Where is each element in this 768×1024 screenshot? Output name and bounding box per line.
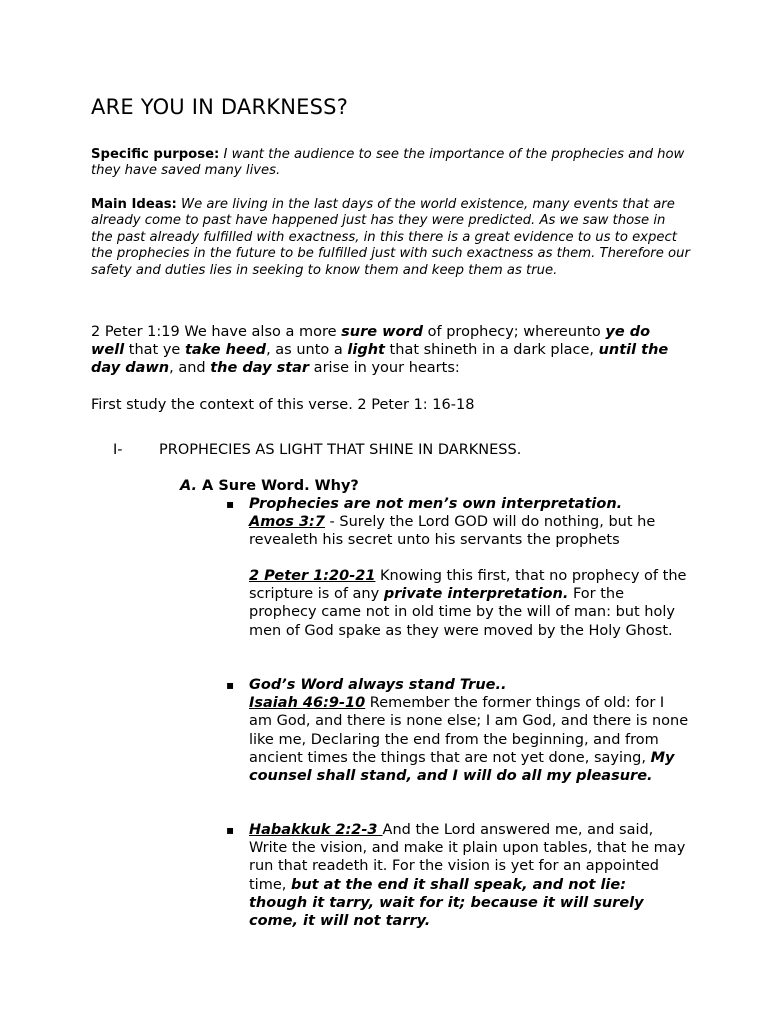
subsection-letter: A.: [180, 478, 197, 494]
verse-emphasis: the day star: [210, 360, 310, 377]
bullet-marker: ▪: [226, 823, 235, 837]
verse-text: arise in your hearts:: [309, 360, 460, 377]
subsection-title: A Sure Word. Why?: [197, 478, 359, 494]
scripture-text: Remember the former things of old: for I am God, and there is none else; I am God, and there is none like me, Declaring the end from the beginning, and from ancient times the things that are not yet done, saying,: [249, 695, 689, 766]
subsection-heading: [180, 477, 359, 495]
bullet-heading-text: Prophecies are not men’s own interpretation.: [249, 496, 623, 512]
page-title: ARE YOU IN DARKNESS?: [91, 95, 349, 119]
scripture-reference: Habakkuk 2:2-3: [249, 822, 383, 838]
verse-emphasis: ye do well: [91, 324, 651, 359]
section-numeral: I-: [113, 442, 123, 458]
main-ideas-text: We are living in the last days of the world existence, many events that are already come to past have happened just has they were predicted. As we saw those in the past already fulfilled with exactness, in this there is a great evidence to us to expect the prophecies in the future to be fulfilled just with such exactness as them. Therefore our safety and duties lies in seeking to know them and keep them as true.: [91, 197, 690, 278]
verse-text: that ye: [124, 342, 185, 359]
verse-emphasis: take heed: [184, 342, 267, 359]
scripture-text: And the Lord answered me, and said, Write the vision, and make it plain upon tables, that he may run that readeth it. For the vision is yet for an appointed time,: [249, 822, 686, 893]
scripture-reference: Amos 3:7: [249, 514, 325, 531]
verse-text: , and: [169, 360, 211, 377]
section-heading: PROPHECIES AS LIGHT THAT SHINE IN DARKNESS.: [159, 442, 522, 458]
main-ideas-label: Main Ideas:: [91, 197, 177, 212]
specific-purpose-text: I want the audience to see the importance of the prophecies and how they have saved many lives.: [91, 147, 685, 179]
bullet-item-2: [249, 676, 689, 785]
bullet-heading-text: God’s Word always stand True..: [249, 677, 507, 693]
specific-purpose-paragraph: [91, 147, 691, 180]
verse-emphasis: light: [347, 342, 385, 359]
verse-emphasis: sure word: [341, 324, 424, 340]
verse-text: of prophecy; whereunto: [423, 324, 606, 340]
bullet-marker: ▪: [226, 678, 235, 692]
verse-text: that shineth in a dark place,: [384, 342, 599, 359]
bullet-marker: ▪: [226, 497, 235, 511]
scripture-text: For the prophecy came not in old time by the will of man: but holy men of God spake as they were moved by the Holy Ghost.: [249, 586, 675, 639]
key-verse-paragraph: [91, 323, 683, 378]
scripture-emphasis: My counsel shall stand, and I will do all my pleasure.: [249, 749, 675, 785]
scripture-text: - Surely the Lord GOD will do nothing, but he revealeth his secret unto his servants the prophets: [249, 514, 656, 549]
specific-purpose-label: Specific purpose:: [91, 147, 220, 162]
bullet-item-1-passage: [249, 567, 689, 640]
scripture-text: Knowing this first, that no prophecy of the scripture is of any: [249, 568, 687, 603]
main-ideas-paragraph: [91, 197, 691, 279]
scripture-emphasis: private interpretation.: [383, 586, 569, 603]
scripture-reference: Isaiah 46:9-10: [249, 695, 366, 712]
verse-text: , as unto a: [266, 342, 348, 359]
scripture-reference: 2 Peter 1:20-21: [249, 568, 376, 584]
context-line: First study the context of this verse. 2 Peter 1: 16-18: [91, 397, 475, 413]
bullet-item-3: [249, 821, 689, 930]
scripture-emphasis: but at the end it shall speak, and not lie: though it tarry, wait for it; because it will surely come, it will not tarry.: [249, 876, 644, 930]
verse-text: 2 Peter 1:19 We have also a more: [91, 324, 342, 340]
verse-emphasis: until the day dawn: [91, 342, 669, 377]
bullet-item-1-heading: [249, 495, 689, 550]
